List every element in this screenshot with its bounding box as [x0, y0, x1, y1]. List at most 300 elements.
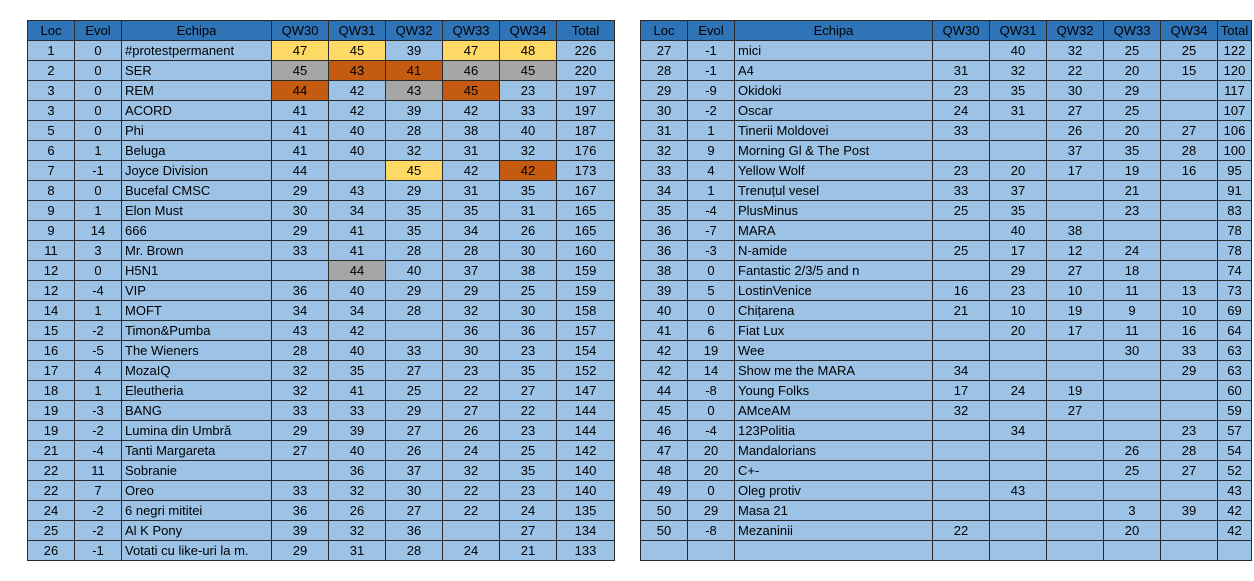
cell-loc[interactable]: 21 — [28, 441, 75, 461]
cell-team[interactable]: SER — [122, 61, 272, 81]
cell-qw31[interactable]: 41 — [329, 221, 386, 241]
header-evol[interactable]: Evol — [688, 21, 735, 41]
cell-qw31[interactable]: 35 — [990, 81, 1047, 101]
cell-qw34[interactable]: 25 — [1161, 41, 1218, 61]
cell-loc[interactable]: 24 — [28, 501, 75, 521]
cell-qw30[interactable]: 23 — [933, 161, 990, 181]
cell-total[interactable]: 140 — [557, 481, 615, 501]
cell-loc[interactable]: 27 — [641, 41, 688, 61]
cell-total[interactable]: 176 — [557, 141, 615, 161]
cell-qw30[interactable]: 29 — [272, 221, 329, 241]
cell-qw31[interactable]: 32 — [329, 521, 386, 541]
cell-qw33[interactable]: 20 — [1104, 121, 1161, 141]
cell-qw34[interactable]: 39 — [1161, 501, 1218, 521]
cell-loc[interactable]: 35 — [641, 201, 688, 221]
cell-qw32[interactable]: 36 — [386, 521, 443, 541]
cell-total[interactable]: 122 — [1218, 41, 1252, 61]
cell-qw31[interactable]: 43 — [329, 61, 386, 81]
cell-qw32[interactable]: 45 — [386, 161, 443, 181]
cell-loc[interactable]: 36 — [641, 221, 688, 241]
cell-loc[interactable]: 6 — [28, 141, 75, 161]
cell-qw31[interactable]: 37 — [990, 181, 1047, 201]
cell-loc[interactable]: 46 — [641, 421, 688, 441]
cell-evol[interactable]: 4 — [75, 361, 122, 381]
cell-qw31[interactable] — [990, 541, 1047, 561]
cell-qw33[interactable]: 25 — [1104, 461, 1161, 481]
cell-qw31[interactable]: 34 — [990, 421, 1047, 441]
cell-total[interactable]: 117 — [1218, 81, 1252, 101]
cell-team[interactable]: Show me the MARA — [735, 361, 933, 381]
cell-qw30[interactable]: 23 — [933, 81, 990, 101]
cell-evol[interactable]: -8 — [688, 521, 735, 541]
cell-evol[interactable]: -2 — [75, 521, 122, 541]
cell-qw32[interactable]: 41 — [386, 61, 443, 81]
cell-evol[interactable]: 0 — [75, 41, 122, 61]
cell-evol[interactable]: 0 — [75, 121, 122, 141]
cell-qw34[interactable]: 27 — [500, 381, 557, 401]
cell-qw30[interactable]: 33 — [272, 241, 329, 261]
cell-total[interactable]: 226 — [557, 41, 615, 61]
cell-loc[interactable]: 15 — [28, 321, 75, 341]
cell-qw33[interactable]: 29 — [1104, 81, 1161, 101]
cell-total[interactable]: 152 — [557, 361, 615, 381]
cell-evol[interactable]: -1 — [688, 61, 735, 81]
cell-qw32[interactable] — [1047, 421, 1104, 441]
cell-loc[interactable]: 18 — [28, 381, 75, 401]
cell-qw34[interactable]: 28 — [1161, 441, 1218, 461]
cell-team[interactable]: mici — [735, 41, 933, 61]
cell-qw33[interactable]: 11 — [1104, 281, 1161, 301]
cell-team[interactable]: Masa 21 — [735, 501, 933, 521]
cell-qw31[interactable]: 10 — [990, 301, 1047, 321]
cell-team[interactable]: Morning Gl & The Post — [735, 141, 933, 161]
cell-loc[interactable]: 22 — [28, 481, 75, 501]
cell-qw30[interactable]: 27 — [272, 441, 329, 461]
cell-qw34[interactable] — [1161, 101, 1218, 121]
cell-qw33[interactable] — [1104, 381, 1161, 401]
cell-qw30[interactable]: 36 — [272, 281, 329, 301]
cell-qw33[interactable]: 34 — [443, 221, 500, 241]
cell-qw33[interactable]: 36 — [443, 321, 500, 341]
cell-qw31[interactable]: 42 — [329, 101, 386, 121]
cell-qw31[interactable]: 44 — [329, 261, 386, 281]
cell-total[interactable]: 147 — [557, 381, 615, 401]
cell-qw31[interactable]: 41 — [329, 241, 386, 261]
cell-evol[interactable]: -9 — [688, 81, 735, 101]
cell-team[interactable]: Oleg protiv — [735, 481, 933, 501]
cell-evol[interactable]: 14 — [688, 361, 735, 381]
header-total[interactable]: Total — [557, 21, 615, 41]
cell-loc[interactable]: 25 — [28, 521, 75, 541]
cell-total[interactable]: 54 — [1218, 441, 1252, 461]
cell-evol[interactable]: 1 — [75, 301, 122, 321]
cell-loc[interactable]: 50 — [641, 521, 688, 541]
cell-team[interactable]: Fantastic 2/3/5 and n — [735, 261, 933, 281]
cell-loc[interactable]: 42 — [641, 341, 688, 361]
cell-qw31[interactable]: 29 — [990, 261, 1047, 281]
cell-qw30[interactable] — [933, 341, 990, 361]
cell-qw33[interactable]: 20 — [1104, 521, 1161, 541]
cell-qw34[interactable]: 29 — [1161, 361, 1218, 381]
cell-team[interactable]: BANG — [122, 401, 272, 421]
cell-qw31[interactable]: 20 — [990, 161, 1047, 181]
cell-qw30[interactable] — [933, 441, 990, 461]
header-qw30[interactable]: QW30 — [933, 21, 990, 41]
cell-qw30[interactable]: 44 — [272, 161, 329, 181]
cell-qw30[interactable]: 39 — [272, 521, 329, 541]
cell-qw30[interactable]: 41 — [272, 101, 329, 121]
cell-qw34[interactable] — [1161, 521, 1218, 541]
cell-evol[interactable] — [688, 541, 735, 561]
cell-qw32[interactable]: 33 — [386, 341, 443, 361]
cell-qw32[interactable]: 37 — [1047, 141, 1104, 161]
cell-team[interactable]: MOFT — [122, 301, 272, 321]
header-qw33[interactable]: QW33 — [1104, 21, 1161, 41]
cell-team[interactable]: Fiat Lux — [735, 321, 933, 341]
cell-evol[interactable]: 0 — [75, 61, 122, 81]
cell-team[interactable]: The Wieners — [122, 341, 272, 361]
cell-qw30[interactable]: 29 — [272, 181, 329, 201]
cell-qw34[interactable]: 10 — [1161, 301, 1218, 321]
cell-qw32[interactable]: 19 — [1047, 381, 1104, 401]
cell-total[interactable]: 63 — [1218, 341, 1252, 361]
cell-qw31[interactable]: 40 — [329, 281, 386, 301]
cell-qw32[interactable]: 22 — [1047, 61, 1104, 81]
cell-total[interactable]: 91 — [1218, 181, 1252, 201]
cell-evol[interactable]: -4 — [688, 201, 735, 221]
cell-qw33[interactable]: 31 — [443, 141, 500, 161]
cell-qw32[interactable]: 38 — [1047, 221, 1104, 241]
cell-qw34[interactable]: 33 — [1161, 341, 1218, 361]
cell-team[interactable]: Votati cu like-uri la m. — [122, 541, 272, 561]
cell-evol[interactable]: -2 — [75, 321, 122, 341]
header-qw31[interactable]: QW31 — [329, 21, 386, 41]
cell-qw34[interactable]: 25 — [500, 281, 557, 301]
cell-evol[interactable]: 29 — [688, 501, 735, 521]
cell-loc[interactable]: 3 — [28, 101, 75, 121]
cell-qw34[interactable] — [1161, 481, 1218, 501]
cell-evol[interactable]: 0 — [75, 261, 122, 281]
cell-team[interactable]: 666 — [122, 221, 272, 241]
cell-loc[interactable]: 31 — [641, 121, 688, 141]
cell-qw34[interactable]: 26 — [500, 221, 557, 241]
cell-qw32[interactable] — [1047, 521, 1104, 541]
cell-qw30[interactable]: 24 — [933, 101, 990, 121]
cell-qw31[interactable]: 40 — [990, 41, 1047, 61]
cell-loc[interactable]: 34 — [641, 181, 688, 201]
cell-qw30[interactable]: 33 — [933, 121, 990, 141]
cell-qw32[interactable] — [1047, 341, 1104, 361]
cell-qw32[interactable]: 32 — [1047, 41, 1104, 61]
cell-qw32[interactable]: 27 — [1047, 101, 1104, 121]
cell-total[interactable] — [1218, 541, 1252, 561]
cell-team[interactable]: N-amide — [735, 241, 933, 261]
cell-qw30[interactable]: 17 — [933, 381, 990, 401]
cell-qw30[interactable]: 32 — [933, 401, 990, 421]
cell-team[interactable]: LostinVenice — [735, 281, 933, 301]
cell-team[interactable]: PlusMinus — [735, 201, 933, 221]
cell-loc[interactable]: 33 — [641, 161, 688, 181]
cell-qw31[interactable]: 43 — [329, 181, 386, 201]
cell-evol[interactable]: 0 — [688, 401, 735, 421]
cell-team[interactable]: Tinerii Moldovei — [735, 121, 933, 141]
cell-qw32[interactable]: 30 — [1047, 81, 1104, 101]
cell-qw31[interactable]: 42 — [329, 81, 386, 101]
cell-qw34[interactable]: 27 — [1161, 461, 1218, 481]
cell-qw31[interactable]: 24 — [990, 381, 1047, 401]
cell-qw33[interactable]: 47 — [443, 41, 500, 61]
cell-qw33[interactable]: 22 — [443, 501, 500, 521]
header-loc[interactable]: Loc — [28, 21, 75, 41]
cell-evol[interactable]: -2 — [75, 501, 122, 521]
cell-qw34[interactable]: 28 — [1161, 141, 1218, 161]
cell-qw32[interactable]: 39 — [386, 41, 443, 61]
cell-qw32[interactable]: 28 — [386, 121, 443, 141]
cell-team[interactable]: Mandalorians — [735, 441, 933, 461]
cell-qw33[interactable]: 3 — [1104, 501, 1161, 521]
cell-total[interactable]: 144 — [557, 421, 615, 441]
cell-qw30[interactable]: 16 — [933, 281, 990, 301]
cell-evol[interactable]: 0 — [75, 181, 122, 201]
header-loc[interactable]: Loc — [641, 21, 688, 41]
cell-team[interactable]: MozaIQ — [122, 361, 272, 381]
cell-loc[interactable]: 19 — [28, 421, 75, 441]
cell-evol[interactable]: 0 — [688, 481, 735, 501]
cell-qw30[interactable]: 45 — [272, 61, 329, 81]
cell-qw32[interactable]: 26 — [386, 441, 443, 461]
cell-qw32[interactable]: 28 — [386, 241, 443, 261]
cell-qw31[interactable] — [990, 121, 1047, 141]
cell-qw33[interactable]: 37 — [443, 261, 500, 281]
cell-qw30[interactable]: 28 — [272, 341, 329, 361]
cell-qw31[interactable]: 33 — [329, 401, 386, 421]
cell-qw30[interactable]: 33 — [272, 481, 329, 501]
cell-qw30[interactable]: 29 — [272, 541, 329, 561]
cell-team[interactable]: Mezaninii — [735, 521, 933, 541]
cell-evol[interactable]: 1 — [75, 201, 122, 221]
cell-team[interactable]: Joyce Division — [122, 161, 272, 181]
cell-qw32[interactable]: 27 — [1047, 261, 1104, 281]
cell-qw33[interactable]: 30 — [1104, 341, 1161, 361]
cell-evol[interactable]: -1 — [75, 161, 122, 181]
cell-evol[interactable]: -2 — [688, 101, 735, 121]
cell-qw31[interactable]: 31 — [990, 101, 1047, 121]
cell-qw31[interactable]: 39 — [329, 421, 386, 441]
cell-total[interactable]: 165 — [557, 221, 615, 241]
cell-evol[interactable]: 11 — [75, 461, 122, 481]
cell-total[interactable]: 133 — [557, 541, 615, 561]
cell-qw34[interactable]: 25 — [500, 441, 557, 461]
cell-qw34[interactable]: 35 — [500, 181, 557, 201]
cell-loc[interactable]: 42 — [641, 361, 688, 381]
cell-qw32[interactable]: 35 — [386, 221, 443, 241]
cell-total[interactable]: 159 — [557, 281, 615, 301]
cell-total[interactable]: 59 — [1218, 401, 1252, 421]
cell-qw32[interactable] — [1047, 501, 1104, 521]
cell-qw32[interactable]: 30 — [386, 481, 443, 501]
cell-qw31[interactable]: 45 — [329, 41, 386, 61]
cell-team[interactable]: Chițarena — [735, 301, 933, 321]
cell-total[interactable]: 74 — [1218, 261, 1252, 281]
cell-loc[interactable]: 2 — [28, 61, 75, 81]
cell-qw32[interactable]: 28 — [386, 301, 443, 321]
cell-evol[interactable]: 0 — [688, 261, 735, 281]
cell-qw34[interactable]: 27 — [1161, 121, 1218, 141]
cell-team[interactable]: Wee — [735, 341, 933, 361]
cell-team[interactable]: Sobranie — [122, 461, 272, 481]
cell-qw33[interactable]: 32 — [443, 301, 500, 321]
header-team[interactable]: Echipa — [122, 21, 272, 41]
cell-team[interactable]: Tanti Margareta — [122, 441, 272, 461]
cell-qw30[interactable]: 32 — [272, 361, 329, 381]
cell-total[interactable]: 43 — [1218, 481, 1252, 501]
cell-qw32[interactable]: 27 — [386, 421, 443, 441]
cell-qw34[interactable]: 15 — [1161, 61, 1218, 81]
cell-loc[interactable]: 39 — [641, 281, 688, 301]
cell-evol[interactable]: 0 — [75, 101, 122, 121]
cell-qw31[interactable] — [990, 521, 1047, 541]
cell-total[interactable]: 187 — [557, 121, 615, 141]
cell-qw32[interactable]: 27 — [386, 501, 443, 521]
cell-qw34[interactable]: 23 — [1161, 421, 1218, 441]
cell-qw30[interactable] — [933, 481, 990, 501]
cell-team[interactable]: Young Folks — [735, 381, 933, 401]
cell-evol[interactable]: 20 — [688, 461, 735, 481]
cell-qw33[interactable]: 24 — [1104, 241, 1161, 261]
cell-team[interactable]: Trenuțul vesel — [735, 181, 933, 201]
cell-qw34[interactable]: 23 — [500, 341, 557, 361]
cell-qw31[interactable]: 41 — [329, 381, 386, 401]
cell-qw31[interactable] — [990, 141, 1047, 161]
cell-qw32[interactable]: 27 — [386, 361, 443, 381]
cell-qw33[interactable]: 21 — [1104, 181, 1161, 201]
cell-loc[interactable]: 36 — [641, 241, 688, 261]
cell-qw33[interactable]: 45 — [443, 81, 500, 101]
cell-qw31[interactable] — [990, 401, 1047, 421]
cell-qw32[interactable]: 37 — [386, 461, 443, 481]
cell-total[interactable]: 144 — [557, 401, 615, 421]
cell-qw32[interactable]: 19 — [1047, 301, 1104, 321]
cell-qw33[interactable] — [1104, 421, 1161, 441]
cell-qw30[interactable]: 21 — [933, 301, 990, 321]
cell-total[interactable]: 165 — [557, 201, 615, 221]
cell-qw32[interactable]: 28 — [386, 541, 443, 561]
cell-team[interactable] — [735, 541, 933, 561]
cell-qw31[interactable]: 23 — [990, 281, 1047, 301]
cell-total[interactable]: 57 — [1218, 421, 1252, 441]
cell-qw32[interactable]: 29 — [386, 401, 443, 421]
cell-evol[interactable]: 0 — [75, 81, 122, 101]
cell-qw32[interactable]: 40 — [386, 261, 443, 281]
cell-team[interactable]: VIP — [122, 281, 272, 301]
cell-qw30[interactable]: 22 — [933, 521, 990, 541]
cell-qw31[interactable]: 40 — [329, 121, 386, 141]
cell-qw34[interactable]: 24 — [500, 501, 557, 521]
cell-total[interactable]: 95 — [1218, 161, 1252, 181]
cell-qw31[interactable]: 20 — [990, 321, 1047, 341]
header-evol[interactable]: Evol — [75, 21, 122, 41]
cell-qw33[interactable]: 22 — [443, 481, 500, 501]
cell-qw31[interactable]: 35 — [329, 361, 386, 381]
cell-qw30[interactable]: 33 — [933, 181, 990, 201]
cell-qw30[interactable]: 30 — [272, 201, 329, 221]
cell-qw30[interactable] — [933, 501, 990, 521]
cell-qw30[interactable] — [933, 41, 990, 61]
cell-qw33[interactable]: 18 — [1104, 261, 1161, 281]
cell-loc[interactable]: 17 — [28, 361, 75, 381]
cell-team[interactable]: Mr. Brown — [122, 241, 272, 261]
cell-evol[interactable]: 3 — [75, 241, 122, 261]
header-qw31[interactable]: QW31 — [990, 21, 1047, 41]
cell-evol[interactable]: 14 — [75, 221, 122, 241]
header-total[interactable]: Total — [1218, 21, 1252, 41]
cell-qw31[interactable]: 40 — [329, 441, 386, 461]
cell-qw31[interactable]: 17 — [990, 241, 1047, 261]
cell-qw33[interactable]: 25 — [1104, 41, 1161, 61]
cell-qw32[interactable]: 29 — [386, 181, 443, 201]
cell-qw31[interactable]: 32 — [990, 61, 1047, 81]
cell-total[interactable]: 120 — [1218, 61, 1252, 81]
cell-team[interactable]: 123Politia — [735, 421, 933, 441]
cell-loc[interactable] — [641, 541, 688, 561]
cell-evol[interactable]: -4 — [688, 421, 735, 441]
cell-evol[interactable]: -3 — [688, 241, 735, 261]
cell-qw30[interactable] — [933, 141, 990, 161]
cell-qw32[interactable]: 17 — [1047, 161, 1104, 181]
cell-qw32[interactable] — [386, 321, 443, 341]
cell-team[interactable]: Timon&Pumba — [122, 321, 272, 341]
cell-total[interactable]: 83 — [1218, 201, 1252, 221]
cell-loc[interactable]: 14 — [28, 301, 75, 321]
cell-qw34[interactable] — [1161, 221, 1218, 241]
cell-loc[interactable]: 48 — [641, 461, 688, 481]
cell-qw30[interactable] — [933, 221, 990, 241]
cell-total[interactable]: 167 — [557, 181, 615, 201]
cell-total[interactable]: 135 — [557, 501, 615, 521]
cell-qw34[interactable] — [1161, 541, 1218, 561]
cell-qw34[interactable]: 38 — [500, 261, 557, 281]
cell-evol[interactable]: 0 — [688, 301, 735, 321]
cell-qw31[interactable] — [990, 501, 1047, 521]
cell-qw34[interactable]: 45 — [500, 61, 557, 81]
cell-team[interactable]: Elon Must — [122, 201, 272, 221]
cell-team[interactable]: Oreo — [122, 481, 272, 501]
cell-total[interactable]: 42 — [1218, 501, 1252, 521]
cell-qw32[interactable]: 39 — [386, 101, 443, 121]
cell-qw31[interactable] — [329, 161, 386, 181]
header-qw32[interactable]: QW32 — [1047, 21, 1104, 41]
cell-qw34[interactable] — [1161, 201, 1218, 221]
cell-qw31[interactable]: 31 — [329, 541, 386, 561]
cell-qw34[interactable]: 13 — [1161, 281, 1218, 301]
cell-qw33[interactable]: 31 — [443, 181, 500, 201]
cell-qw30[interactable] — [272, 261, 329, 281]
cell-team[interactable]: REM — [122, 81, 272, 101]
cell-qw32[interactable]: 35 — [386, 201, 443, 221]
cell-loc[interactable]: 38 — [641, 261, 688, 281]
cell-qw33[interactable] — [1104, 361, 1161, 381]
cell-total[interactable]: 197 — [557, 101, 615, 121]
cell-team[interactable]: Phi — [122, 121, 272, 141]
cell-loc[interactable]: 12 — [28, 281, 75, 301]
cell-total[interactable]: 159 — [557, 261, 615, 281]
cell-qw31[interactable]: 36 — [329, 461, 386, 481]
cell-team[interactable]: Yellow Wolf — [735, 161, 933, 181]
cell-loc[interactable]: 26 — [28, 541, 75, 561]
cell-total[interactable]: 220 — [557, 61, 615, 81]
cell-loc[interactable]: 9 — [28, 201, 75, 221]
cell-evol[interactable]: 1 — [75, 381, 122, 401]
